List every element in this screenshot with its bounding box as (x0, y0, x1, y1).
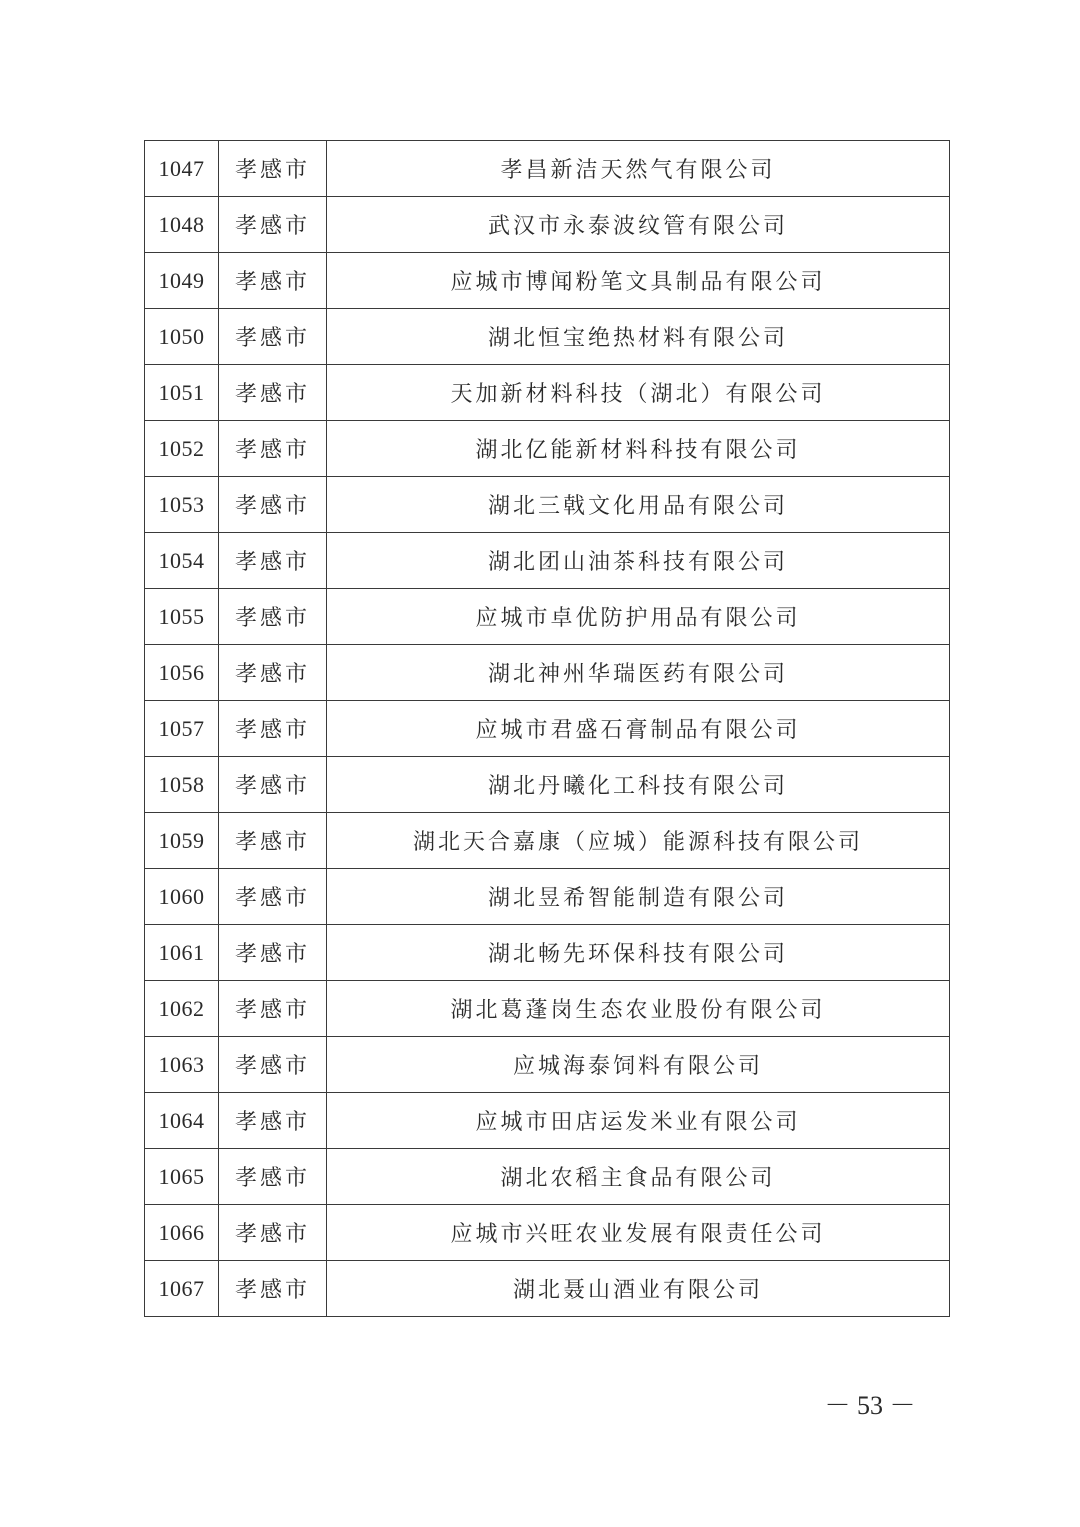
company-name-cell: 应城市卓优防护用品有限公司 (327, 589, 950, 645)
city-cell: 孝感市 (219, 925, 327, 981)
city-cell: 孝感市 (219, 757, 327, 813)
company-list-body (145, 141, 950, 1317)
company-name-cell: 湖北亿能新材料科技有限公司 (327, 421, 950, 477)
table-row (145, 1149, 950, 1205)
row-number: 1056 (145, 645, 219, 701)
page-number: － 53 － (824, 1391, 916, 1420)
row-number: 1067 (145, 1261, 219, 1317)
table-row (145, 925, 950, 981)
table-row (145, 477, 950, 533)
city-cell: 孝感市 (219, 645, 327, 701)
table-row (145, 1261, 950, 1317)
table-row (145, 589, 950, 645)
table-row (145, 645, 950, 701)
company-name-cell: 湖北农稻主食品有限公司 (327, 1149, 950, 1205)
city-cell: 孝感市 (219, 813, 327, 869)
city-cell: 孝感市 (219, 365, 327, 421)
company-name-cell: 湖北团山油茶科技有限公司 (327, 533, 950, 589)
city-cell: 孝感市 (219, 1037, 327, 1093)
company-name-cell: 应城市博闻粉笔文具制品有限公司 (327, 253, 950, 309)
company-name-cell: 湖北神州华瑞医药有限公司 (327, 645, 950, 701)
table-row (145, 1093, 950, 1149)
table-row (145, 421, 950, 477)
city-cell: 孝感市 (219, 197, 327, 253)
company-name-cell: 应城市田店运发米业有限公司 (327, 1093, 950, 1149)
row-number: 1066 (145, 1205, 219, 1261)
company-name-cell: 湖北葛蓬岗生态农业股份有限公司 (327, 981, 950, 1037)
city-cell: 孝感市 (219, 533, 327, 589)
city-cell: 孝感市 (219, 589, 327, 645)
company-name-cell: 湖北恒宝绝热材料有限公司 (327, 309, 950, 365)
table-row (145, 1037, 950, 1093)
city-cell: 孝感市 (219, 1093, 327, 1149)
company-name-cell: 应城海泰饲料有限公司 (327, 1037, 950, 1093)
company-name-cell: 湖北三戟文化用品有限公司 (327, 477, 950, 533)
company-name-cell: 应城市兴旺农业发展有限责任公司 (327, 1205, 950, 1261)
table-row (145, 757, 950, 813)
row-number: 1062 (145, 981, 219, 1037)
row-number: 1060 (145, 869, 219, 925)
company-name-cell: 孝昌新洁天然气有限公司 (327, 141, 950, 197)
company-name-cell: 湖北昱希智能制造有限公司 (327, 869, 950, 925)
row-number: 1048 (145, 197, 219, 253)
city-cell: 孝感市 (219, 477, 327, 533)
company-name-cell: 应城市君盛石膏制品有限公司 (327, 701, 950, 757)
table-row (145, 141, 950, 197)
row-number: 1058 (145, 757, 219, 813)
row-number: 1063 (145, 1037, 219, 1093)
row-number: 1057 (145, 701, 219, 757)
company-name-cell: 湖北聂山酒业有限公司 (327, 1261, 950, 1317)
table-row (145, 701, 950, 757)
company-name-cell: 湖北畅先环保科技有限公司 (327, 925, 950, 981)
city-cell: 孝感市 (219, 869, 327, 925)
table-row (145, 309, 950, 365)
row-number: 1055 (145, 589, 219, 645)
city-cell: 孝感市 (219, 1149, 327, 1205)
company-name-cell: 湖北天合嘉康（应城）能源科技有限公司 (327, 813, 950, 869)
row-number: 1047 (145, 141, 219, 197)
table-row (145, 365, 950, 421)
company-name-cell: 天加新材料科技（湖北）有限公司 (327, 365, 950, 421)
table-row (145, 253, 950, 309)
city-cell: 孝感市 (219, 1261, 327, 1317)
table-row (145, 197, 950, 253)
table-row (145, 1205, 950, 1261)
row-number: 1059 (145, 813, 219, 869)
table-row (145, 813, 950, 869)
city-cell: 孝感市 (219, 141, 327, 197)
table-row (145, 981, 950, 1037)
company-name-cell: 湖北丹曦化工科技有限公司 (327, 757, 950, 813)
row-number: 1052 (145, 421, 219, 477)
row-number: 1053 (145, 477, 219, 533)
table-row (145, 533, 950, 589)
row-number: 1050 (145, 309, 219, 365)
table-row (145, 869, 950, 925)
row-number: 1061 (145, 925, 219, 981)
row-number: 1064 (145, 1093, 219, 1149)
row-number: 1049 (145, 253, 219, 309)
city-cell: 孝感市 (219, 309, 327, 365)
city-cell: 孝感市 (219, 701, 327, 757)
row-number: 1054 (145, 533, 219, 589)
row-number: 1051 (145, 365, 219, 421)
city-cell: 孝感市 (219, 981, 327, 1037)
row-number: 1065 (145, 1149, 219, 1205)
company-name-cell: 武汉市永泰波纹管有限公司 (327, 197, 950, 253)
city-cell: 孝感市 (219, 421, 327, 477)
city-cell: 孝感市 (219, 1205, 327, 1261)
company-list-table (144, 140, 950, 1317)
city-cell: 孝感市 (219, 253, 327, 309)
